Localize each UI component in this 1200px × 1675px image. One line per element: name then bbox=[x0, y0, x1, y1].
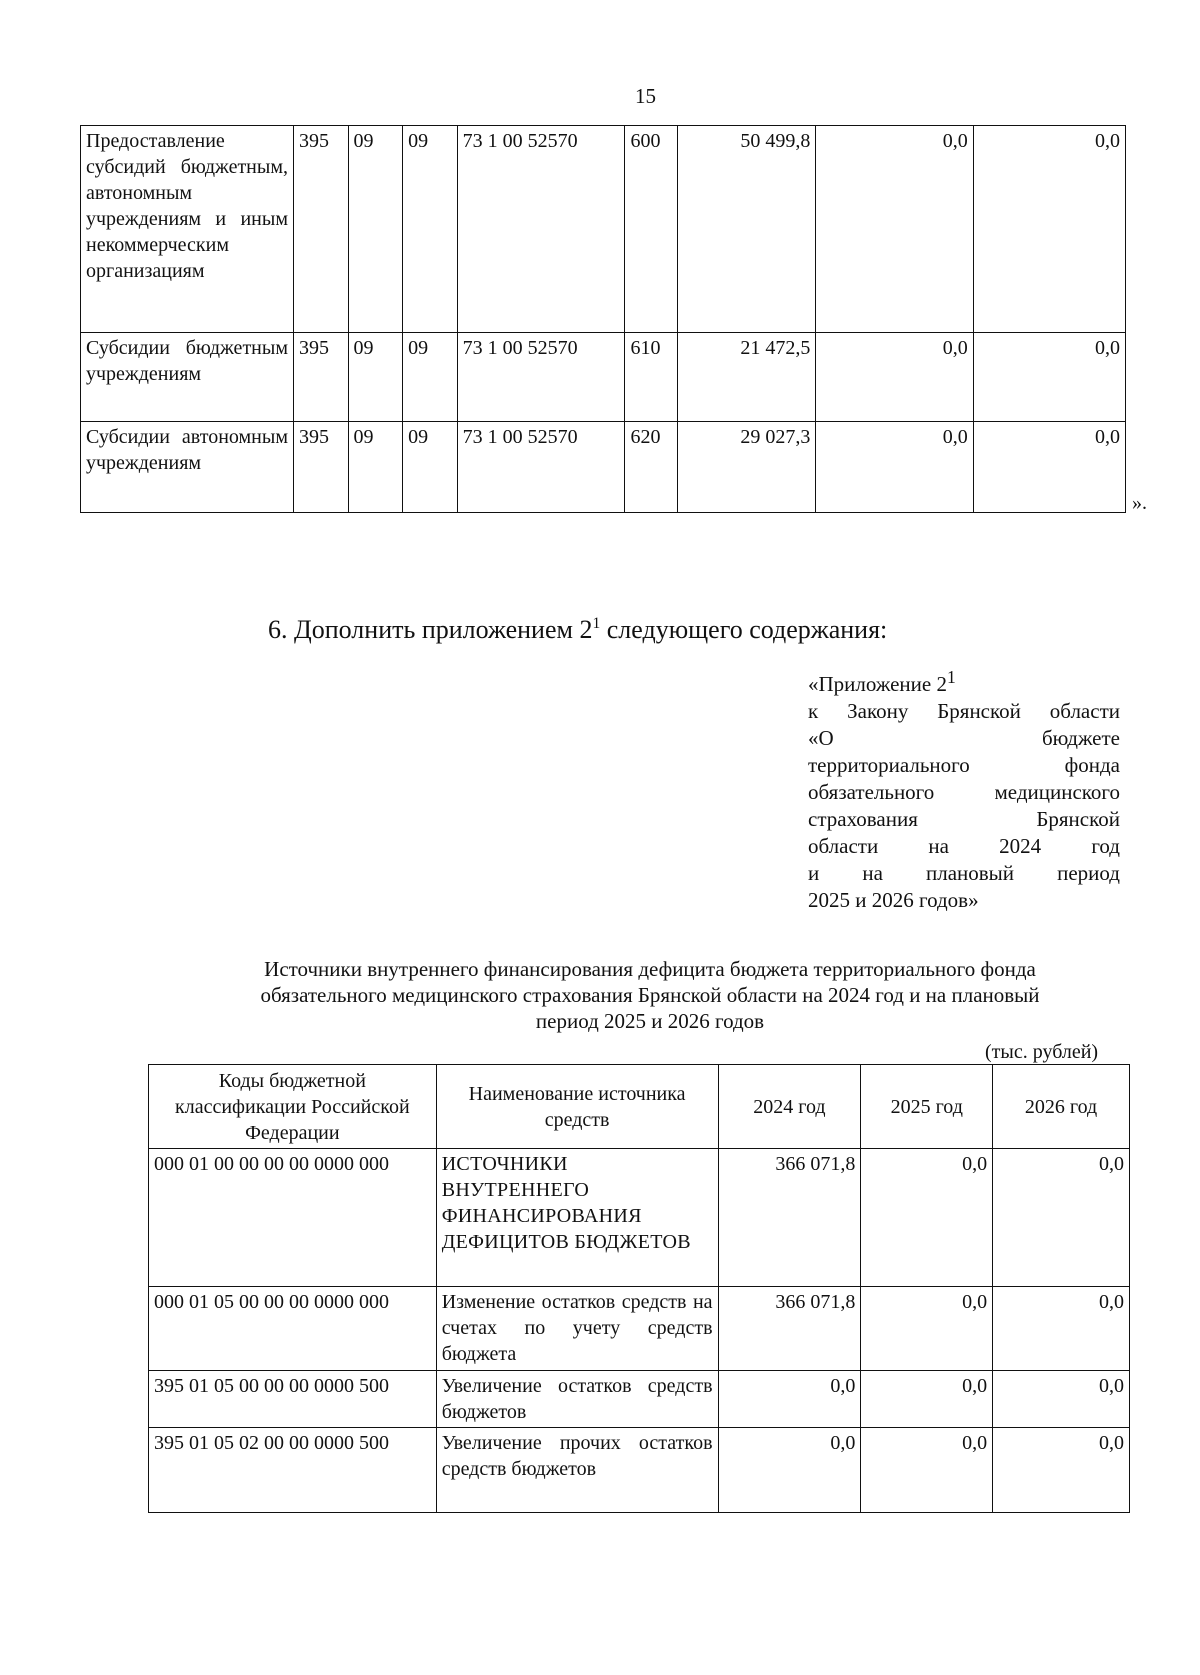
header-name: Наименование источника средств bbox=[436, 1065, 718, 1149]
target-code: 73 1 00 52570 bbox=[457, 126, 625, 333]
section-heading-text: 6. Дополнить приложением 2 bbox=[268, 615, 593, 644]
amount-2025: 0,0 bbox=[816, 422, 973, 513]
table-row bbox=[81, 422, 1126, 513]
table-row bbox=[149, 1287, 1130, 1371]
appendix-line: к Закону Брянской области bbox=[808, 699, 1120, 723]
grbs-code: 395 bbox=[293, 333, 348, 422]
target-code: 73 1 00 52570 bbox=[457, 333, 625, 422]
table-row bbox=[81, 333, 1126, 422]
appendix-line: 2025 и 2026 годов» bbox=[808, 888, 979, 912]
amount-2026: 0,0 bbox=[993, 1149, 1130, 1287]
amount-2024: 0,0 bbox=[718, 1371, 861, 1428]
amount-2024: 0,0 bbox=[718, 1428, 861, 1513]
amount-2024: 366 071,8 bbox=[718, 1149, 861, 1287]
amount-2025: 0,0 bbox=[816, 126, 973, 333]
source-name: Изменение остатков средств на счетах по учету средств бюджета bbox=[436, 1287, 718, 1371]
amount-2025: 0,0 bbox=[861, 1428, 993, 1513]
amount-2024: 21 472,5 bbox=[677, 333, 815, 422]
amount-2026: 0,0 bbox=[973, 333, 1125, 422]
financing-sources-table bbox=[148, 1064, 1130, 1513]
header-2024: 2024 год bbox=[718, 1065, 861, 1149]
page-number: 15 bbox=[635, 84, 656, 108]
table-header-row bbox=[149, 1065, 1130, 1149]
classification-code: 000 01 00 00 00 00 0000 000 bbox=[149, 1149, 437, 1287]
appendix-line: «О бюджете bbox=[808, 726, 1120, 750]
amount-2025: 0,0 bbox=[861, 1371, 993, 1428]
expense-type-code: 610 bbox=[625, 333, 677, 422]
grbs-code: 395 bbox=[293, 126, 348, 333]
header-2025: 2025 год bbox=[861, 1065, 993, 1149]
appendix-line: страхования Брянской bbox=[808, 807, 1120, 831]
appendix-line: территориального фонда bbox=[808, 753, 1120, 777]
section-heading-rest: следующего содержания: bbox=[600, 615, 888, 644]
table-row bbox=[149, 1371, 1130, 1428]
amount-2026: 0,0 bbox=[993, 1371, 1130, 1428]
amount-2026: 0,0 bbox=[993, 1287, 1130, 1371]
appendix-caption bbox=[808, 664, 1120, 914]
amount-2026: 0,0 bbox=[993, 1428, 1130, 1513]
appendix-line: обязательного медицинского bbox=[808, 780, 1120, 804]
amount-2024: 50 499,8 bbox=[677, 126, 815, 333]
subsection-code: 09 bbox=[403, 126, 458, 333]
appendix-title-superscript: 1 bbox=[946, 667, 956, 687]
target-code: 73 1 00 52570 bbox=[457, 422, 625, 513]
amount-2026: 0,0 bbox=[973, 126, 1125, 333]
appendix-line: и на плановый период bbox=[808, 861, 1120, 885]
header-code: Коды бюджетной классификации Российской Федерации bbox=[149, 1065, 437, 1149]
appendix-line: области на 2024 год bbox=[808, 834, 1120, 858]
section-heading bbox=[268, 615, 887, 645]
table-row bbox=[149, 1428, 1130, 1513]
header-2026: 2026 год bbox=[993, 1065, 1130, 1149]
document-title-line: период 2025 и 2026 годов bbox=[535, 1009, 765, 1033]
subsection-code: 09 bbox=[403, 422, 458, 513]
amount-2025: 0,0 bbox=[861, 1287, 993, 1371]
expenditure-table bbox=[80, 125, 1126, 513]
source-name: Увеличение прочих остатков средств бюджетов bbox=[436, 1428, 718, 1513]
classification-code: 395 01 05 00 00 00 0000 500 bbox=[149, 1371, 437, 1428]
amount-2025: 0,0 bbox=[861, 1149, 993, 1287]
document-title-line: обязательного медицинского страхования Брянской области на 2024 год и на плановый bbox=[260, 983, 1040, 1007]
row-name: Субсидии бюджетным учреждениям bbox=[81, 333, 294, 422]
expense-type-code: 600 bbox=[625, 126, 677, 333]
source-name: Увеличение остатков средств бюджетов bbox=[436, 1371, 718, 1428]
source-name: ИСТОЧНИКИ ВНУТРЕННЕГО ФИНАНСИРОВАНИЯ ДЕФИЦИТОВ БЮДЖЕТОВ bbox=[436, 1149, 718, 1287]
units-label: (тыс. рублей) bbox=[985, 1041, 1099, 1063]
section-heading-superscript: 1 bbox=[592, 615, 601, 633]
appendix-title bbox=[808, 664, 1120, 698]
amount-2024: 366 071,8 bbox=[718, 1287, 861, 1371]
classification-code: 000 01 05 00 00 00 0000 000 bbox=[149, 1287, 437, 1371]
appendix-title-text: «Приложение 2 bbox=[808, 672, 947, 696]
section-code: 09 bbox=[348, 126, 403, 333]
document-title-line: Источники внутреннего финансирования дефицита бюджета территориального фонда bbox=[264, 957, 1036, 981]
row-name: Предоставление субсидий бюджетным, автономным учреждениям и иным некоммерческим организациям bbox=[81, 126, 294, 333]
row-name: Субсидии автономным учреждениям bbox=[81, 422, 294, 513]
section-code: 09 bbox=[348, 422, 403, 513]
expense-type-code: 620 bbox=[625, 422, 677, 513]
amount-2025: 0,0 bbox=[816, 333, 973, 422]
table-row bbox=[149, 1149, 1130, 1287]
classification-code: 395 01 05 02 00 00 0000 500 bbox=[149, 1428, 437, 1513]
document-title bbox=[200, 956, 1100, 1034]
table-row bbox=[81, 126, 1126, 333]
amount-2026: 0,0 bbox=[973, 422, 1125, 513]
subsection-code: 09 bbox=[403, 333, 458, 422]
grbs-code: 395 bbox=[293, 422, 348, 513]
closing-quote-mark: ». bbox=[1132, 492, 1147, 514]
section-code: 09 bbox=[348, 333, 403, 422]
amount-2024: 29 027,3 bbox=[677, 422, 815, 513]
